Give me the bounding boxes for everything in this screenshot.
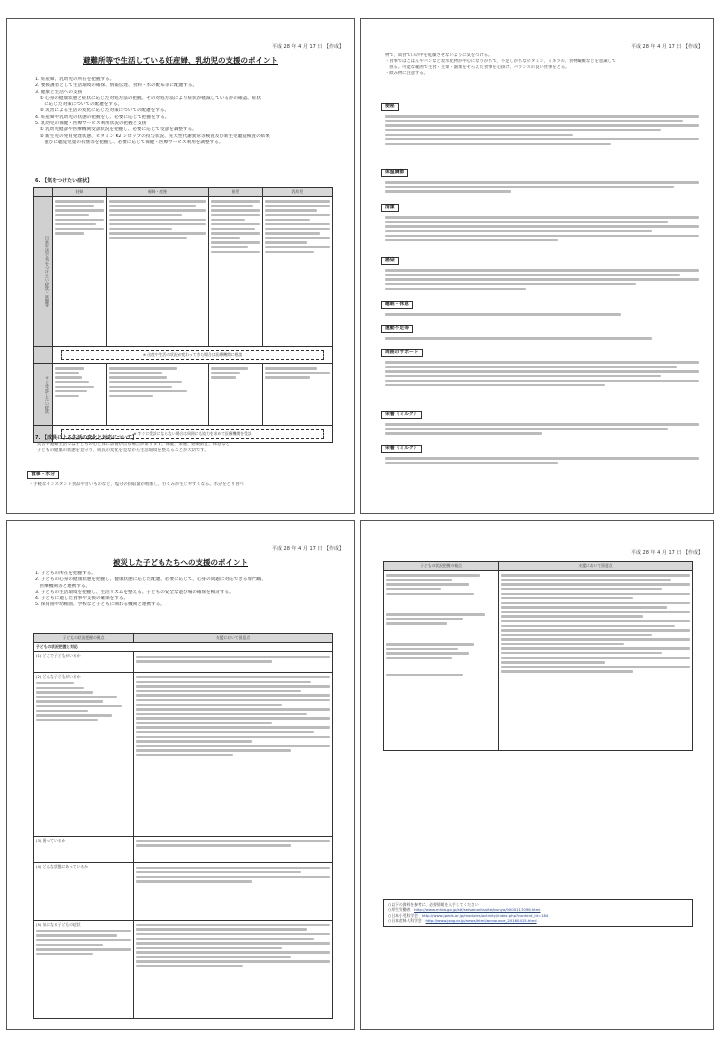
table-cell xyxy=(34,920,134,1018)
reference-line: ○厚生労働省 http://www.mhlw.go.jp/stf/seisakunitsuite/bunya/0000117096.html xyxy=(388,907,541,913)
paragraph-block xyxy=(385,359,699,389)
row-label: すぐ受診したい症状 xyxy=(34,364,53,426)
note-dashed-box: ※ すぐに受診にならない場合は周囲にも協力を求めて医療機関を受診 xyxy=(61,429,324,439)
paragraph-block xyxy=(385,214,699,244)
subheading-box: 栄養（ミルク） xyxy=(381,411,422,419)
list-item: 1. 妊産婦、乳幼児の所在を把握する。 xyxy=(35,77,115,82)
table-cell xyxy=(384,571,499,751)
symptom-table xyxy=(33,187,333,443)
reference-link[interactable]: http://www.mhlw.go.jp/stf/seisakunitsuite/bunya/0000117096.html xyxy=(414,907,541,913)
section-heading-symptoms: 6. 【気をつけたい症状】 xyxy=(35,178,93,184)
reference-line: ○以下の資料を参考に、必要情報を入手してください xyxy=(388,902,479,907)
paragraph-line: 物で、間食で口の中を乾燥させないように気をつける。 xyxy=(385,53,493,58)
paragraph-block xyxy=(385,267,699,292)
table-cell xyxy=(134,672,333,836)
page-title: 被災した子どもたちへの支援のポイント xyxy=(113,558,248,567)
paragraph-block xyxy=(385,455,699,466)
list-item: 3. 健康と生活への支援 xyxy=(35,89,83,95)
list-item: 並びに聴覚児童の有無等を把握し、必要に応じて保健・医療サービス利用を調整する。 xyxy=(35,139,224,145)
table-cell xyxy=(262,364,332,426)
paragraph-line: 災害や避難生活では子どもの心と体に影響が出る場合があります。保健、栄養、感染防止、休息など xyxy=(37,442,231,447)
table-cell xyxy=(34,672,134,836)
point-list xyxy=(35,571,342,609)
document-page-4 xyxy=(360,520,714,1030)
table-cell xyxy=(106,364,208,426)
document-page-2 xyxy=(360,18,714,514)
page-date: 平成 28 年 4 月 17 日 【作成】 xyxy=(271,44,344,50)
paragraph-block xyxy=(385,179,699,195)
list-item: 1. 子どもの所在を把握する。 xyxy=(35,571,96,576)
list-item: ② 災害による生活の変化に応じた対策についての配慮をする。 xyxy=(35,108,170,114)
paragraph-block xyxy=(385,335,699,342)
subheading-box: 体温調節 xyxy=(381,169,408,177)
paragraph-block xyxy=(385,311,699,318)
note-cell xyxy=(53,347,333,364)
table-header: 褥婦・産後 xyxy=(106,188,208,197)
document-page-3 xyxy=(6,520,355,1030)
child-support-table-continued xyxy=(383,561,693,751)
section-paragraph xyxy=(29,482,344,488)
list-item: 5. 保育園や幼稚園、学校など子どもに関わる機関と連携する。 xyxy=(35,602,165,608)
list-item: に応じた対策についての配慮をする。 xyxy=(35,102,123,108)
paragraph-line: 摂る。可能な範囲で主食・主菜・副菜をそろえた食事を心掛け、バランスの良い食事をとる。 xyxy=(385,65,570,70)
table-header xyxy=(34,188,53,197)
document-page-1 xyxy=(6,18,355,514)
reference-link[interactable]: http://www.jsog.or.jp/news/html/announce_20160415.html xyxy=(425,918,537,924)
list-item: 2. 子どもの心身の健康状態を把握し、健康状態に応じた配慮、必要に応じて、心身の問題に対応できる専門職、 xyxy=(35,577,266,583)
table-cell xyxy=(209,197,263,347)
table-cell xyxy=(134,920,333,1018)
table-cell: (1) どこで子どもがいるか xyxy=(34,652,134,672)
subheading-box: 運動不足等 xyxy=(381,325,413,333)
reference-line: ○日本産婦人科学会 http://www.jsog.or.jp/news/html/announce_20160415.html xyxy=(388,918,537,924)
section-heading-growth: 7. 【成長による生活の変化と対応について】 xyxy=(35,435,138,441)
subheading-box: 感染 xyxy=(381,257,399,265)
table-header: 妊婦 xyxy=(53,188,107,197)
table-cell xyxy=(106,197,208,347)
subheading-box: 食事・水分 xyxy=(27,471,59,479)
reference-link[interactable]: http://www.jpeds.or.jp/modules/activity/index.php?content_id=184 xyxy=(421,912,549,918)
list-item: 2. 要援護者として生活環境の確保、情報伝達、食料・水の配布等に配慮する。 xyxy=(35,83,198,89)
list-item: 4. 子どもに適した食事や支援の確保をする。 xyxy=(35,596,129,602)
paragraph-line: ・飲み物に注意する。 xyxy=(385,71,428,76)
table-cell: (3) 困っているか xyxy=(34,836,134,863)
table-header: 支援において留意点 xyxy=(499,562,693,571)
point-list xyxy=(35,77,342,146)
cell-text: (5) 気になる子どもの症状 xyxy=(36,921,81,927)
table-section-title: 子どもの状況把握と対応 xyxy=(34,643,333,652)
section-paragraph xyxy=(385,53,701,77)
table-cell xyxy=(209,364,263,426)
note-dashed-box: ※ 出産や生活の状況が変わってきた場合は医療機関に相談 xyxy=(61,350,324,360)
list-item: ② 新生児の発育発達状態、ビタミン K2 シロップの投与状況、先天性代謝異常等検査及び新生児聴覚検査の結果 xyxy=(35,133,270,139)
reference-box xyxy=(383,899,693,927)
page-date: 平成 28 年 4 月 17 日 【作成】 xyxy=(630,550,703,556)
table-cell xyxy=(134,836,333,863)
table-cell xyxy=(134,863,333,920)
paragraph-line: ・食事ではごはんやパンなど炭水化物が中心になりがちで、不足しがちなビタミン、ミネラル、食物繊維などを意識して xyxy=(385,59,617,64)
subheading-box: 栄養（ミルク） xyxy=(381,445,422,453)
reference-line: ○日本小児科学会 http://www.jpeds.or.jp/modules/activity/index.php?content_id=184 xyxy=(388,912,549,918)
subheading-box: 周囲のサポート xyxy=(381,349,423,357)
table-header: 乳幼児 xyxy=(262,188,332,197)
subheading-box: 便秘 xyxy=(381,103,399,111)
list-item: ① 乳幼児健診や医療機関受診状況を把握し、必要に応じて受診を調整する。 xyxy=(35,127,197,133)
table-header: 子どもの状況把握の視点 xyxy=(34,634,134,643)
table-cell xyxy=(53,197,107,347)
list-item: 4. 妊産婦や乳幼児の状態の把握をし、必要に応じて把握をする。 xyxy=(35,114,170,120)
paragraph-line: 子どもの健康の状態を見守り、成長の変化を見ながら生活環境を整えることが大切です。 xyxy=(37,448,209,453)
table-cell xyxy=(53,364,107,426)
table-header: 胎児 xyxy=(209,188,263,197)
table-cell: (4) どんな状態にあっているか xyxy=(34,863,134,920)
list-item: ① 心身の健康状態と症状に応じた対処方法の把握。その対処方法により症状が軽減しているかの確認、症状 xyxy=(35,95,262,101)
cell-text: (2) どんな子どもがいるか xyxy=(36,673,81,679)
section-paragraph xyxy=(37,442,342,454)
child-support-table xyxy=(33,633,333,1019)
table-header: 支援において留意点 xyxy=(134,634,333,643)
paragraph-line: ・手軽なインスタント食品や甘いものなど、塩分の摂取量が増加し、むくみが生じやすくなる。水分をとり食べ xyxy=(29,482,244,487)
table-header: 子どもの状況把握の視点 xyxy=(384,562,499,571)
page-date: 平成 28 年 4 月 17 日 【作成】 xyxy=(630,44,703,50)
page-title: 避難所等で生活している妊産婦、乳幼児の支援のポイント xyxy=(83,56,278,65)
list-item: 医療機関等と連携する。 xyxy=(35,583,91,589)
table-cell xyxy=(134,652,333,672)
table-cell xyxy=(262,197,332,347)
paragraph-block xyxy=(385,113,699,147)
table-cell xyxy=(499,571,693,751)
row-label: 日常生活で気をつけたい症状・状態等 xyxy=(34,197,53,347)
paragraph-block xyxy=(385,421,699,437)
list-item: 5. 乳幼児の保健・医療サービス利用状況の把握と支援 xyxy=(35,121,147,127)
subheading-box: 清潔 xyxy=(381,204,399,212)
list-item: 3. 子どもの生活環境を把握し、生活リズムを整える。子どもの安全な遊び場の確保を検討する。 xyxy=(35,589,234,595)
row-label xyxy=(34,347,53,364)
subheading-box: 睡眠・休息 xyxy=(381,301,413,309)
page-date: 平成 28 年 4 月 17 日 【作成】 xyxy=(271,546,344,552)
